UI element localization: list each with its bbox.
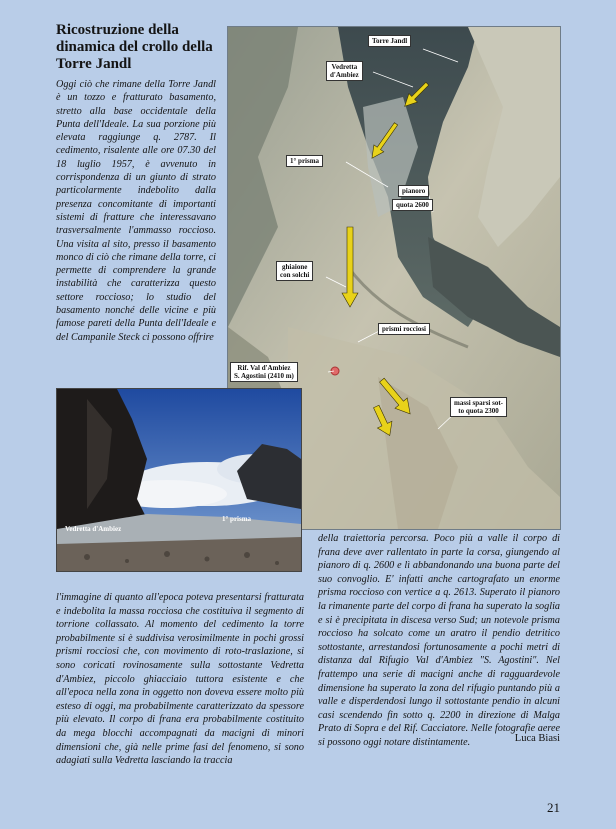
body-column-left: l'immagine di quanto all'epoca poteva presentarsi fratturata e indebolita la massa rocciosa che costituiva il segmento di torrione collassato. Al momento del cedimento la torre probabilmente si è suddivisa verosimilmente in pochi grossi prismi rocciosi che, con movimento di roto-traslazione, si sono coricati rovinosamente sulla sottostante Vedretta d'Ambiez, piccolo ghiacciaio tuttora esistente e che all'epoca nella zona in oggetto non doveva essere molto più esteso di oggi, ma probabilmente caratterizzato da spessore più elevato. Il corpo di frana era probabilmente costituito da mega blocchi accompagnati da macigni di minori dimensioni che, già nelle prime fasi del fenomeno, si sono adagiati sulla Vedretta lasciando la traccia: [56, 592, 304, 767]
label-pianoro: [398, 185, 429, 197]
label-massi-line1: massi sparsi sot-: [454, 399, 504, 407]
label-massi-line2: to quota 2300: [458, 407, 499, 415]
label-quota-2600-text: quota 2600: [396, 201, 429, 209]
label-ghiaione-line1: ghiaione: [282, 263, 308, 271]
label-rifugio-line2: S. Agostini (2410 m): [234, 372, 294, 380]
label-massi-sparsi: [450, 397, 507, 417]
label-quota-2600: [392, 199, 433, 211]
article-title: Ricostruzione della dinamica del crollo della Torre Jandl: [56, 22, 213, 72]
glacier-photo-graphic: [57, 389, 301, 571]
label-vedretta-line2: d'Ambiez: [330, 71, 359, 79]
label-primo-prisma-text: 1° prisma: [290, 157, 320, 165]
page-number: 21: [547, 800, 560, 815]
intro-paragraph: Oggi ciò che rimane della Torre Jandl è un tozzo e fratturato basamento, stretto alla base occidentale della Punta dell'Ideale. La sua porzione più elevata raggiunge q. 2787. Il cedimento, risalente alle ore 07.30 del 18 luglio 1957, è avvenuto in corrispondenza di un giunto di strato particolarmente indebolito dalla presenza concomitante di importanti sistemi di fratture che interessavano trasversalmente l'ammasso roccioso. Una visita al sito, presso il basamento monco di ciò che rimane della torre, ci permette di comprendere la grande instabilità che caratterizza questo settore roccioso; lo studio del basamento nonché delle vicine e più famose pareti della Punta dell'Ideale e del Campanile Steck ci possono offrire: [56, 79, 216, 343]
label-ghiaione-line2: con solchi: [280, 271, 310, 279]
label-vedretta: [326, 61, 363, 81]
label-pianoro-line1: pianoro: [402, 187, 426, 195]
photo-label-prisma: 1° prisma: [222, 515, 252, 523]
body-column-right: della traiettoria percorsa. Poco più a valle il corpo di frana deve aver rallentato in parte la corsa, giungendo al pianoro di q. 2600 e lì abbandonando una buona parte del suo convoglio. E' infatti anche cartografato un enorme prisma roccioso con vertice a q. 2613. Superato il pianoro la rimanente parte del corpo di frana ha superato la soglia e si è precipitata in discesa verso Sud; un notevole prisma roccioso ha solcato come un aratro il pendio detritico sottostante, arrestandosi fortunosamente a pochi metri di distanza dal Rifugio Val d'Ambiez "S. Agostini". Nel frattempo una serie di macigni anche di ragguardevole dimensione ha superato la zona del rifugio puntando più a valle e disperdendosi lungo il sottostante pendio in alcuni casi scendendo fin sotto q. 2200 in direzione di Malga Prato di Sopra e del Rif. Cacciatore. Nelle fotografie aeree si possono oggi notare distintamente.: [318, 533, 560, 748]
author-name: Luca Biasi: [514, 733, 560, 744]
label-ghiaione: [276, 261, 313, 281]
label-rifugio-line1: Rif. Val d'Ambiez: [237, 364, 291, 372]
photo-label-vedretta: Vedretta d'Ambiez: [65, 525, 122, 533]
label-prismi-rocciosi: [378, 323, 430, 335]
label-prismi-rocciosi-text: prismi rocciosi: [382, 325, 427, 333]
label-vedretta-line1: Vedretta: [331, 63, 358, 71]
glacier-photo: [56, 388, 302, 572]
label-primo-prisma: [286, 155, 323, 167]
label-rifugio: [230, 362, 298, 382]
label-torre-jandl-text: Torre Jandl: [372, 37, 408, 45]
label-torre-jandl: [368, 35, 411, 47]
